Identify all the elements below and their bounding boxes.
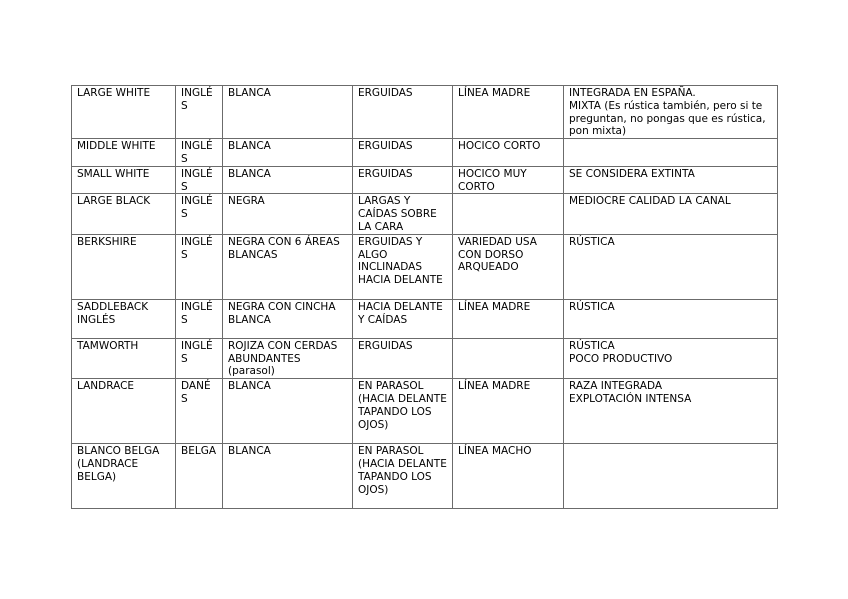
note-line: EXPLOTACIÓN INTENSA	[569, 392, 692, 405]
breed-name-cell: SADDLEBACK INGLÉS	[72, 299, 176, 338]
color-cell: BLANCA	[223, 166, 353, 194]
notes-cell	[564, 194, 778, 234]
notes-cell	[564, 86, 778, 139]
line-cell: LÍNEA MADRE	[453, 86, 564, 139]
note-line: RAZA INTEGRADA	[569, 380, 663, 393]
notes-cell	[564, 139, 778, 167]
color-cell: NEGRA CON CINCHA BLANCA	[223, 299, 353, 338]
breed-name-cell: BERKSHIRE	[72, 234, 176, 299]
origin-cell: INGLÉS	[176, 338, 223, 378]
table-row	[72, 444, 778, 509]
notes-cell	[564, 379, 778, 444]
table-row	[72, 139, 778, 167]
note-line: INTEGRADA EN ESPAÑA.	[569, 87, 696, 99]
table-row	[72, 338, 778, 378]
pig-breeds-table	[71, 85, 778, 509]
origin-cell: INGLÉS	[176, 86, 223, 139]
line-cell: LÍNEA MADRE	[453, 299, 564, 338]
ears-cell: ERGUIDAS Y ALGO INCLINADAS HACIA DELANTE	[353, 234, 453, 299]
line-cell: LÍNEA MACHO	[453, 444, 564, 509]
origin-cell: DANÉS	[176, 379, 223, 444]
color-cell: ROJIZA CON CERDAS ABUNDANTES (parasol)	[223, 338, 353, 378]
note-line: POCO PRODUCTIVO	[569, 352, 673, 365]
ears-cell: EN PARASOL (HACIA DELANTE TAPANDO LOS OJOS)	[353, 379, 453, 444]
color-cell: BLANCA	[223, 444, 353, 509]
line-cell: HOCICO MUY CORTO	[453, 166, 564, 194]
breed-name-cell: LARGE BLACK	[72, 194, 176, 234]
table-row	[72, 166, 778, 194]
breed-name-cell: LANDRACE	[72, 379, 176, 444]
breed-name-cell: SMALL WHITE	[72, 166, 176, 194]
color-cell: NEGRA	[223, 194, 353, 234]
table-row	[72, 234, 778, 299]
origin-cell: INGLÉS	[176, 234, 223, 299]
ears-cell: EN PARASOL (HACIA DELANTE TAPANDO LOS OJOS)	[353, 444, 453, 509]
origin-cell: INGLÉS	[176, 194, 223, 234]
line-cell: LÍNEA MADRE	[453, 379, 564, 444]
color-cell: NEGRA CON 6 ÁREAS BLANCAS	[223, 234, 353, 299]
table-row	[72, 379, 778, 444]
notes-cell	[564, 338, 778, 378]
ears-cell: ERGUIDAS	[353, 86, 453, 139]
breed-name-cell: BLANCO BELGA (LANDRACE BELGA)	[72, 444, 176, 509]
line-cell	[453, 338, 564, 378]
ears-cell: ERGUIDAS	[353, 139, 453, 167]
table-row	[72, 299, 778, 338]
origin-cell: INGLÉS	[176, 139, 223, 167]
line-cell: VARIEDAD USA CON DORSO ARQUEADO	[453, 234, 564, 299]
origin-cell: INGLÉS	[176, 299, 223, 338]
note-line: MIXTA (Es rústica también, pero si te preguntan, no pongas que es rústica, pon mixta)	[569, 99, 766, 138]
breed-name-cell: MIDDLE WHITE	[72, 139, 176, 167]
note-line: RÚSTICA	[569, 339, 615, 352]
breed-name-cell: TAMWORTH	[72, 338, 176, 378]
notes-cell	[564, 166, 778, 194]
ears-cell: LARGAS Y CAÍDAS SOBRE LA CARA	[353, 194, 453, 234]
note-line: RÚSTICA	[569, 300, 615, 313]
note-line: MEDIOCRE CALIDAD LA CANAL	[569, 195, 731, 208]
origin-cell: BELGA	[176, 444, 223, 509]
ears-cell: HACIA DELANTE Y CAÍDAS	[353, 299, 453, 338]
ears-cell: ERGUIDAS	[353, 338, 453, 378]
notes-cell	[564, 299, 778, 338]
breed-name-cell: LARGE WHITE	[72, 86, 176, 139]
line-cell	[453, 194, 564, 234]
line-cell: HOCICO CORTO	[453, 139, 564, 167]
ears-cell: ERGUIDAS	[353, 166, 453, 194]
origin-cell: INGLÉS	[176, 166, 223, 194]
color-cell: BLANCA	[223, 86, 353, 139]
color-cell: BLANCA	[223, 379, 353, 444]
notes-cell	[564, 234, 778, 299]
table-row	[72, 86, 778, 139]
note-line: RÚSTICA	[569, 235, 615, 248]
table-row	[72, 194, 778, 234]
note-line: SE CONSIDERA EXTINTA	[569, 167, 695, 180]
notes-cell	[564, 444, 778, 509]
color-cell: BLANCA	[223, 139, 353, 167]
